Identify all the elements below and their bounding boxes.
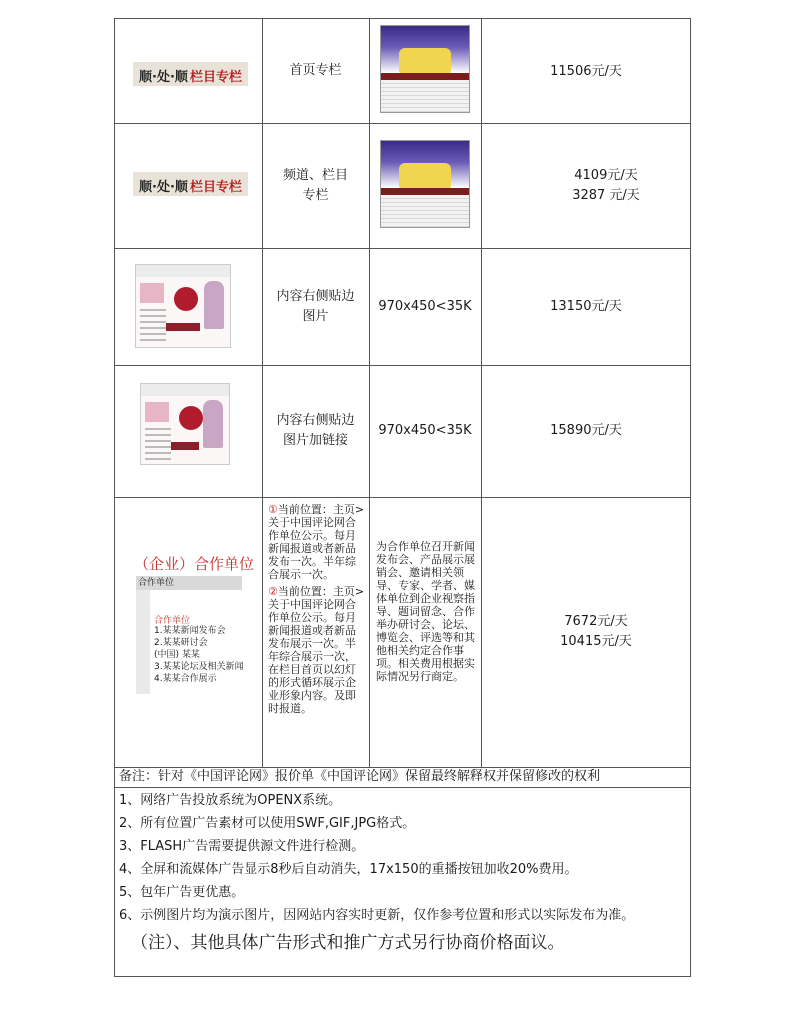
note-item: 1、网络广告投放系统为OPENX系统。 — [119, 793, 342, 808]
price-cell: 11506元/天 — [550, 64, 622, 79]
position-cell: 内容右侧贴边图片加链接 — [276, 413, 355, 448]
site-screenshot — [380, 25, 470, 113]
coop-title: （企业）合作单位 — [134, 555, 255, 573]
price-cell: 13150元/天 — [550, 298, 622, 314]
final-note: （注）、其他具体广告形式和推广方式另行协商价格面议。 — [131, 933, 565, 953]
logo-image: 顺·处·顺 栏目专栏 — [133, 172, 248, 196]
size-cell: 970x450<35K — [378, 423, 472, 438]
coop-image-header: 合作单位 — [136, 576, 242, 590]
logo-image: 顺·处·顺 栏目专栏 — [133, 62, 248, 86]
note-item: 4、全屏和流媒体广告显示8秒后自动消失，17x150的重播按钮加收20%费用。 — [119, 862, 578, 877]
note-item: 2、所有位置广告素材可以使用SWF,GIF,JPG格式。 — [119, 816, 416, 831]
coop-description: ①当前位置：主页>关于中国评论网合作单位公示。每月新闻报道或者新品发布一次。半年综合展示一次。 ②当前位置：主页>关于中国评论网合作单位公示。每月新闻报道或者新品发布展示一次。半年综合展示一次，在栏目首页以幻灯的形式循环展示企业形象内容。及即时报道。 — [268, 503, 365, 715]
price-cell: 15890元/天 — [550, 423, 622, 438]
note-item: 3、FLASH广告需要提供源文件进行检测。 — [119, 839, 365, 854]
coop-price-cell: 7672元/天 10415元/天 — [560, 614, 632, 649]
coop-screenshot: 合作单位 合作单位 1.某某新闻发布会 2.某某研讨会 (中国) 某某 3.某某论坛及相关新闻 4.某某合作展示 — [136, 576, 242, 694]
page-screenshot — [140, 383, 230, 465]
coop-activities: 为合作单位召开新闻发布会、产品展示展销会、邀请相关领导、专家、学者、媒体单位到企业视察指导、题词留念、合作举办研讨会、论坛、博览会、评选等和其他相关约定合作事项。相关费用根据实际情况另行商定。 — [376, 540, 475, 683]
price-cell: 4109元/天 3287 元/天 — [572, 167, 640, 203]
page-screenshot — [135, 264, 231, 348]
note-item: 6、示例图片均为演示图片，因网站内容实时更新，仅作参考位置和形式以实际发布为准。 — [119, 908, 635, 923]
size-cell: 970x450<35K — [378, 298, 472, 314]
site-screenshot — [380, 140, 470, 228]
note-item: 5、包年广告更优惠。 — [119, 885, 245, 900]
remark: 备注：针对《中国评论网》报价单《中国评论网》保留最终解释权并保留修改的权利 — [119, 769, 601, 784]
position-cell: 频道、栏目专栏 — [282, 167, 348, 203]
position-cell: 首页专栏 — [289, 62, 342, 78]
position-cell: 内容右侧贴边图片 — [276, 288, 355, 324]
row-divider — [114, 787, 691, 788]
